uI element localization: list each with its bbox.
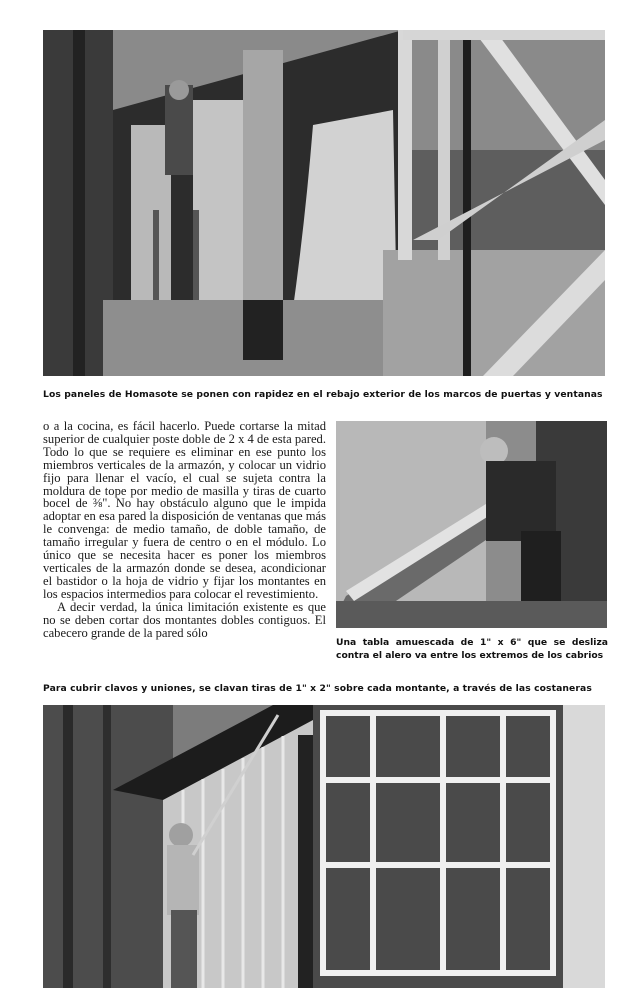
top-photo-scene: [43, 30, 605, 376]
bottom-photo-scene: [43, 705, 605, 988]
body-paragraph-2: A decir verdad, la única limitación existente es que no se deben cortar dos montantes dobles contiguos. El cabecero grande de la pared sólo: [43, 599, 326, 640]
top-photo-caption: Los paneles de Homasote se ponen con rapidez en el rebajo exterior de los marcos de puertas y ventanas: [43, 389, 603, 400]
right-photo-scene: [336, 421, 607, 628]
right-photo-caption: Una tabla amuescada de 1" x 6" que se desliza contra el alero va entre los extremos de los cabrios: [336, 637, 608, 661]
bottom-photo: [43, 705, 605, 988]
top-photo: [43, 30, 605, 376]
bottom-photo-caption: Para cubrir clavos y uniones, se clavan tiras de 1" x 2" sobre cada montante, a través de las costaneras: [43, 683, 592, 694]
body-paragraph-1: o a la cocina, es fácil hacerlo. Puede cortarse la mitad superior de cualquier poste doble de 2 x 4 de esta pared. Todo lo que se requiere es eliminar en ese punto los miembros verticales de la armazón, y colocar un vidrio fijo para llenar el vacío, el cual se sujeta contra la moldura de tope por medio de masilla y tiras de cuarto bocel de ⅜". No hay obstáculo alguno que le impida adoptar en esa pared la disposición de ventanas que más le convenga: de medio tamaño, de doble tamaño, de tamaño irregular y fuera de centro o en el módulo. Lo único que se necesita hacer es poner los miembros verticales de la armazón donde se desea, acondicionar el bastidor o la hoja de vidrio y fijar los montantes en los espacios intermedios para colocar el revestimiento.: [43, 419, 326, 601]
right-photo: [336, 421, 607, 628]
article-body: [43, 420, 326, 639]
